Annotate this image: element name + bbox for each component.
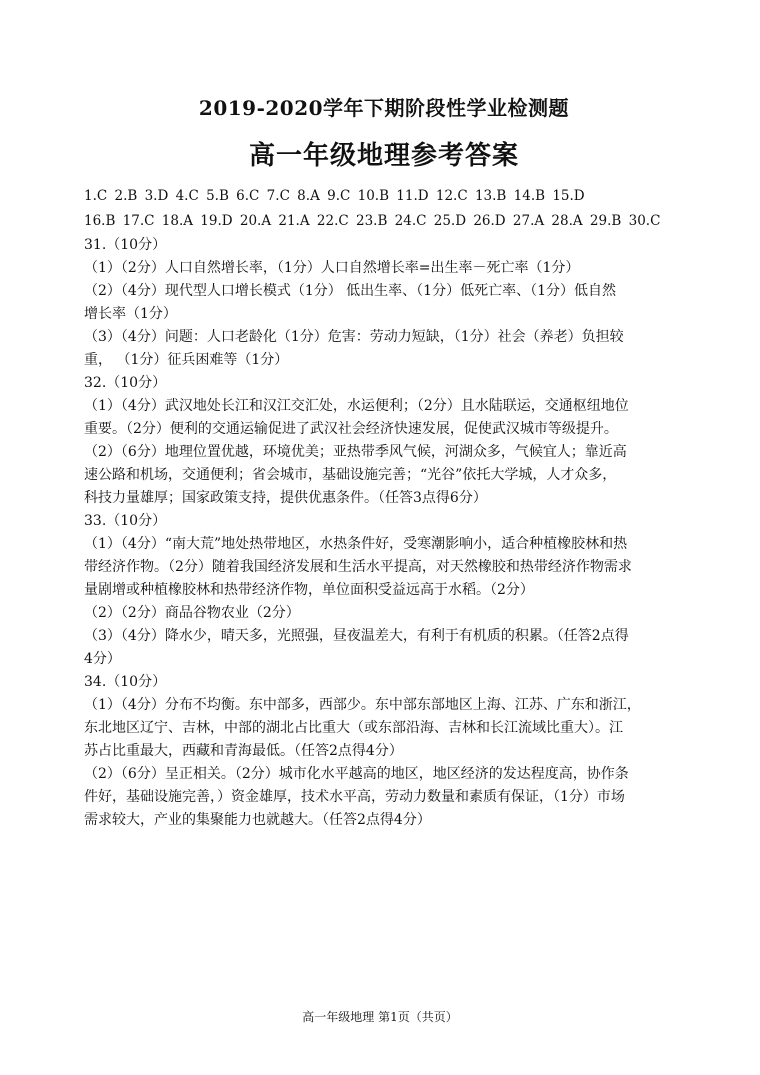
page-footer: 高一年级地理 第1页（共页） [302,1010,458,1024]
q32-part1-line2: 重要。（2分）便利的交通运输促进了武汉社会经济快速发展，促使武汉城市等级提升。 [84,421,618,437]
q34-heading: 34.（10分） [84,674,167,690]
q34-part2-line1: （2）（6分）呈正相关。（2分）城市化水平越高的地区，地区经济的发达程度高，协作条 [84,766,629,782]
q31-part2-line1: （2）（4分）现代型人口增长模式（1分） 低出生率、（1分）低死亡率、（1分）低自然 [84,283,616,299]
q33-part1-line1: （1）（4分）“南大荒”地处热带地区，水热条件好，受寒潮影响小，适合种植橡胶林和热 [84,536,628,552]
q33-part1-line3: 量剧增或种植橡胶林和热带经济作物，单位面积受益远高于水稻。（2分） [84,582,534,598]
q34-part2-line2: 件好，基础设施完善，）资金雄厚，技术水平高，劳动力数量和素质有保证，（1分）市场 [84,789,625,805]
q31-part1: （1）（2分）人口自然增长率，（1分）人口自然增长率=出生率－死亡率（1分） [84,260,580,276]
q34-part1-line1: （1）（4分）分布不均衡。东中部多，西部少。东中部东部地区上海、江苏、广东和浙江， [84,697,641,713]
q32-part2-line2: 速公路和机场，交通便利；省会城市，基础设施完善；“光谷”依托大学城，人才众多， [84,467,617,483]
q32-part2-line1: （2）（6分）地理位置优越，环境优美；亚热带季风气候，河湖众多，气候宜人；靠近高 [84,444,627,460]
q33-heading: 33.（10分） [84,513,167,529]
page-title: 高一年级地理参考答案 [248,141,519,171]
q32-part1-line1: （1）（4分）武汉地处长江和汉江交汇处，水运便利；（2分）且水陆联运，交通枢纽地位 [84,398,629,414]
q31-part2-line2: 增长率（1分） [84,306,177,322]
question-32 [84,372,684,510]
answer-sheet [84,92,684,832]
mc-answers-row-2: 16.B 17.C 18.A 19.D 20.A 21.A 22.C 23.B 24.C 25.D 26.D 27.A 28.A 29.B 30.C [84,213,661,229]
q32-heading: 32.（10分） [84,375,167,391]
q34-part1-line2: 东北地区辽宁、吉林，中部的湖北占比重大（或东部沿海、吉林和长江流域比重大）。江 [84,720,623,736]
question-31 [84,234,684,372]
q31-part3-line1: （3）（4分）问题：人口老龄化（1分）危害：劳动力短缺，（1分）社会（养老）负担较 [84,329,624,345]
mc-answers-row-1: 1.C 2.B 3.D 4.C 5.B 6.C 7.C 8.A 9.C 10.B 11.D 12.C 13.B 14.B 15.D [84,188,585,204]
q32-part2-line3: 科技力量雄厚；国家政策支持，提供优惠条件。（任答3点得6分） [84,490,487,506]
q33-part2: （2）（2分）商品谷物农业（2分） [84,605,300,621]
q33-part3-line1: （3）（4分）降水少，晴天多，光照强，昼夜温差大，有利于有机质的积累。（任答2点得 [84,628,629,644]
q33-part3-line2: 4分） [84,651,121,667]
question-34 [84,671,684,832]
q34-part1-line3: 苏占比重最大，西藏和青海最低。（任答2点得4分） [84,743,403,759]
q34-part2-line3: 需求较大，产业的集聚能力也就越大。（任答2点得4分） [84,812,431,828]
exam-title: 2019-2020学年下期阶段性学业检测题 [198,96,570,120]
q31-heading: 31.（10分） [84,237,167,253]
question-33 [84,510,684,671]
q31-part3-line2: 重， （1分）征兵困难等（1分） [84,352,289,368]
q33-part1-line2: 带经济作物。（2分）随着我国经济发展和生活水平提高，对天然橡胶和热带经济作物需求 [84,559,632,575]
